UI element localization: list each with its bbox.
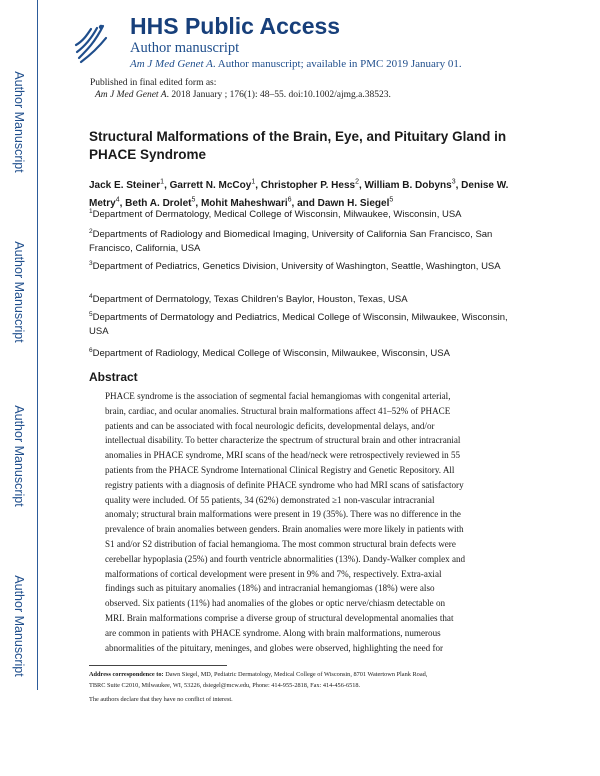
author: William B. Dobyns$^3$, [364,179,462,192]
abstract-line: registry patients with a diagnosis of definite PHACE syndrome who had MRI scans of satisfactory [105,479,464,490]
correspondence-text: Dawn Siegel, MD, Pediatric Dermatology, Medical College of Wisconsin, 8701 Watertown Plank Road, [163,671,428,678]
author: Christopher P. Hess$^2$, [260,179,365,192]
affiliation: $^5$Departments of Dermatology and Pediatrics, Medical College of Wisconsin, Milwaukee, Wisconsin, USA [89,311,508,338]
abstract-line: cerebellar hypoplasia (25%) and fourth ventricle abnormalities (13%). Dandy-Walker complex and [105,553,466,564]
author: Beth A. Drolet$^5$, [125,196,201,209]
correspondence-label: Address correspondence to: [89,671,164,678]
abstract-line: MRI. Brain malformations comprise a diverse group of structural developmental anomalies that [105,612,454,623]
footnote-rule [89,665,227,666]
abstract-line: patients and can be associated with focal neurologic deficits, developmental delays, and/or [105,420,435,431]
side-label-2: Author Manuscript [12,241,26,343]
disclosure-footnote: The authors declare that they have no conflict of interest. [89,696,233,703]
affiliation: $^6$Department of Radiology, Medical College of Wisconsin, Milwaukee, Wisconsin, USA [89,347,450,360]
abstract-line: malformations of cortical development were present in 9% and 7%, respectively. Extra-axial [105,568,442,579]
abstract-line: are common in patients with PHACE syndrome. Along with brain malformations, numerous [105,627,441,638]
side-label-3: Author Manuscript [12,405,26,507]
abstract-line: PHACE syndrome is the association of segmental facial hemangiomas with congenital arterial, [105,391,451,401]
author: Mohit Maheshwari$^6$, and [200,196,318,209]
side-label-4: Author Manuscript [12,575,26,677]
abstract-line: anomaly; structural brain malformations were present in 19 (35%). There was no difference in the [105,509,461,520]
abstract-heading: Abstract [89,370,138,384]
abstract-line: anomalies in PHACE syndrome, MRI scans of the head/neck were retrospectively reviewed in 55 [105,450,461,461]
citation-journal: Am J Med Genet A [130,58,213,70]
abstract-line: quality were included. Of 55 patients, 34 (62%) demonstrated ≥1 non-vascular intracranial [105,494,435,505]
published-details: . 2018 January ; 176(1): 48–55. doi:10.1002/ajmg.a.38523. [166,90,391,100]
correspondence-footnote [89,670,529,691]
abstract-body [105,389,535,655]
published-journal: Am J Med Genet A [95,90,167,100]
abstract-line: observed. Six patients (11%) had anomalies of the globes or optic nerve/chiasm detectable on [105,598,446,609]
affiliation: $^1$Department of Dermatology, Medical College of Wisconsin, Milwaukee, Wisconsin, USA [89,208,462,221]
affiliation: $^3$Department of Pediatrics, Genetics Division, University of Washington, Seattle, Washington, USA [89,260,501,273]
side-rule [37,0,38,690]
abstract-line: prevalence of brain anomalies between genders. Brain anomalies were more likely in patients with [105,524,464,535]
hhs-citation [130,58,462,70]
hhs-subtitle: Author manuscript [130,40,240,56]
affiliation: $^4$Department of Dermatology, Texas Children's Baylor, Houston, Texas, USA [89,293,408,306]
published-label: Published in final edited form as: [90,78,217,88]
hhs-eagle-logo [73,20,109,66]
correspondence-line2: TBRC Suite C2010, Milwaukee, WI, 53226, dsiegel@mcw.edu, Phone: 414-955-2818, Fax: 414-456-6518. [89,681,361,689]
abstract-line: brain, cardiac, and ocular anomalies. Structural brain malformations affect 41–52% of PHACE [105,405,451,416]
affiliation: $^2$Departments of Radiology and Biomedical Imaging, University of California San Francisco, San Francisco, California, USA [89,228,493,255]
author: Garrett N. McCoy$^1$, [169,179,261,192]
hhs-title: HHS Public Access [130,13,341,39]
author: Denise W. Metry$^4$, [89,180,509,209]
paper-title: Structural Malformations of the Brain, Eye, and Pituitary Gland in PHACE Syndrome [89,129,507,162]
abstract-line: intellectual disability. To better characterize the spectrum of structural brain and other intracranial [105,435,461,446]
citation-rest: . Author manuscript; available in PMC 2019 January 01. [212,58,462,70]
author: Jack E. Steiner$^1$, [89,179,170,192]
author: Dawn H. Siegel$^5$ [317,196,394,209]
abstract-line: S1 and/or S2 distribution of facial hemangioma. The most common structural brain defects were [105,538,456,549]
side-label-1: Author Manuscript [12,71,26,173]
abstract-line: findings such as pituitary anomalies (18%) and intracranial hemangiomas (18%) were also [105,583,435,594]
abstract-line: abnormalities of the pituitary, meninges, and globes were observed, highlighting the need for [105,642,444,653]
published-citation [95,90,391,100]
abstract-line: patients from the PHACE Syndrome International Clinical Registry and Genetic Repository. All [105,464,455,475]
